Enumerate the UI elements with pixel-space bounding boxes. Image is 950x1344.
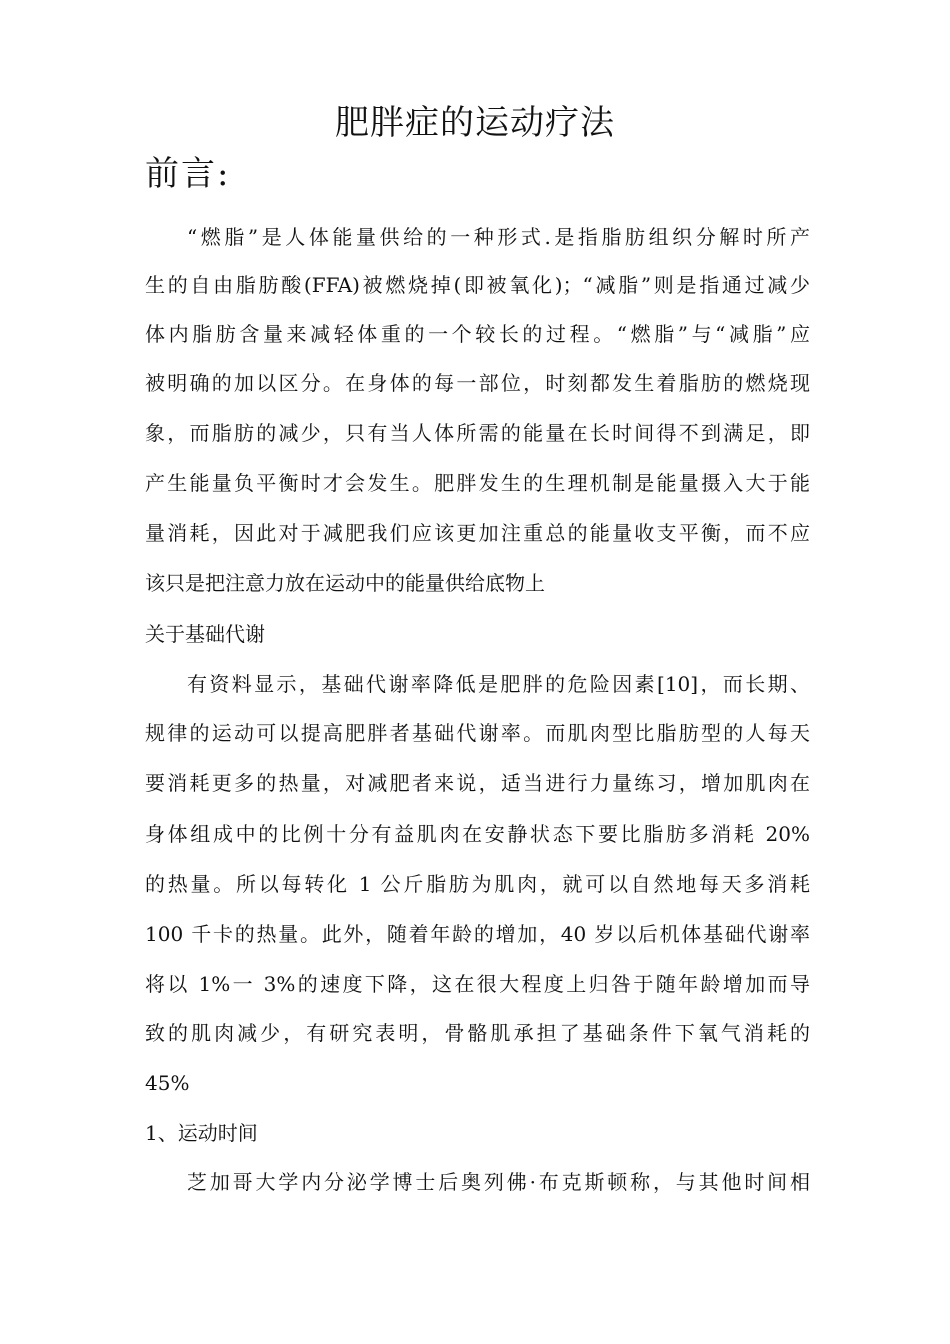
paragraph-line: 将以 1%一 3%的速度下降，这在很大程度上归咎于随年龄增加而导 [145, 972, 810, 996]
paragraph-line: 有资料显示，基础代谢率降低是肥胖的危险因素[10]，而长期、 [187, 672, 810, 696]
paragraph-line: “燃脂”是人体能量供给的一种形式.是指脂肪组织分解时所产 [187, 225, 810, 249]
paragraph-line: 该只是把注意力放在运动中的能量供给底物上 [145, 571, 545, 595]
paragraph-line: 45% [145, 1071, 190, 1095]
paragraph-line: 体内脂肪含量来减轻体重的一个较长的过程。“燃脂”与“减脂”应 [145, 322, 810, 346]
paragraph-line: 产生能量负平衡时才会发生。肥胖发生的生理机制是能量摄入大于能 [145, 471, 810, 495]
paragraph-line: 身体组成中的比例十分有益肌肉在安静状态下要比脂肪多消耗 20% [145, 822, 810, 846]
paragraph-line: 的热量。所以每转化 1 公斤脂肪为肌肉，就可以自然地每天多消耗 [145, 872, 810, 896]
paragraph-line: 要消耗更多的热量，对减肥者来说，适当进行力量练习，增加肌肉在 [145, 771, 810, 795]
section-heading-exercise-time: 1、运动时间 [145, 1121, 258, 1145]
intro-heading: 前言: [145, 154, 231, 194]
document-title: 肥胖症的运动疗法 [335, 103, 615, 143]
paragraph-line: 芝加哥大学内分泌学博士后奥列佛·布克斯顿称，与其他时间相 [187, 1170, 810, 1194]
paragraph-line: 量消耗，因此对于减肥我们应该更加注重总的能量收支平衡，而不应 [145, 521, 810, 545]
paragraph-line: 象，而脂肪的减少，只有当人体所需的能量在长时间得不到满足，即 [145, 421, 810, 445]
paragraph-line: 规律的运动可以提高肥胖者基础代谢率。而肌肉型比脂肪型的人每天 [145, 721, 810, 745]
paragraph-line: 致的肌肉减少，有研究表明，骨骼肌承担了基础条件下氧气消耗的 [145, 1021, 810, 1045]
paragraph-line: 生的自由脂肪酸(FFA)被燃烧掉(即被氧化)；“减脂”则是指通过减少 [145, 273, 810, 297]
paragraph-line: 被明确的加以区分。在身体的每一部位，时刻都发生着脂肪的燃烧现 [145, 371, 810, 395]
paragraph-line: 100 千卡的热量。此外，随着年龄的增加，40 岁以后机体基础代谢率 [145, 922, 810, 946]
section-heading-basal-metabolism: 关于基础代谢 [145, 622, 265, 646]
